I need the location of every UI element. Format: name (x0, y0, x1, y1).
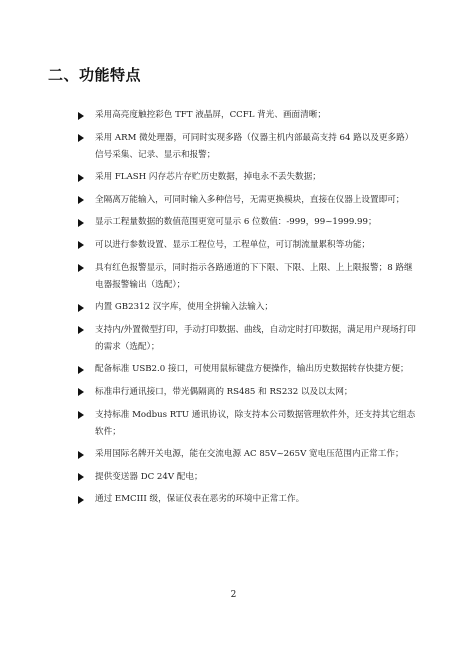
list-item-text: 支持标准 Modbus RTU 通讯协议，除支持本公司数据管理软件外，还支持其它组态软件； (95, 409, 416, 437)
triangle-bullet-icon (78, 473, 84, 481)
triangle-bullet-icon (78, 134, 84, 142)
list-item (78, 192, 418, 209)
list-item-text: 标准串行通讯接口，带光偶隔离的 RS485 和 RS232 以及以太网； (95, 386, 353, 397)
feature-list (78, 107, 418, 514)
list-item (78, 260, 418, 294)
list-item-text: 采用国际名牌开关电源，能在交流电源 AC 85V~265V 宽电压范围内正常工作； (95, 449, 404, 460)
page-number: 2 (230, 590, 237, 600)
list-item-text: 内置 GB2312 汉字库，使用全拼输入法输入； (95, 302, 274, 313)
list-item (78, 130, 418, 164)
triangle-bullet-icon (78, 174, 84, 182)
triangle-bullet-icon (78, 366, 84, 374)
triangle-bullet-icon (78, 451, 84, 459)
triangle-bullet-icon (78, 326, 84, 334)
triangle-bullet-icon (78, 112, 84, 120)
triangle-bullet-icon (78, 196, 84, 204)
list-item-text: 全隔离万能输入，可同时输入多种信号，无需更换模块，直接在仪器上设置即可； (95, 194, 405, 205)
list-item (78, 214, 418, 231)
list-item (78, 169, 418, 186)
list-item-text: 提供变送器 DC 24V 配电； (95, 471, 203, 482)
triangle-bullet-icon (78, 388, 84, 396)
list-item (78, 491, 418, 508)
list-item-text: 采用 ARM 微处理器，可同时实现多路（仪器主机内部最高支持 64 路以及更多路）信号采集、记录、显示和报警； (95, 132, 414, 160)
list-item (78, 322, 418, 356)
list-item-text: 支持内/外置微型打印，手动打印数据、曲线，自动定时打印数据，满足用户现场打印的需求（选配）； (95, 324, 416, 352)
list-item-text: 采用高亮度触控彩色 TFT 液晶屏，CCFL 背光、画面清晰； (95, 110, 326, 120)
section-title: 二、功能特点 (48, 66, 142, 84)
triangle-bullet-icon (78, 411, 84, 419)
list-item-text: 显示工程量数据的数值范围更宽可显示 6 位数值：-999，99~1999.99； (95, 217, 377, 228)
list-item (78, 407, 418, 441)
list-item (78, 299, 418, 316)
triangle-bullet-icon (78, 241, 84, 249)
list-item (78, 237, 418, 254)
triangle-bullet-icon (78, 304, 84, 312)
triangle-bullet-icon (78, 219, 84, 227)
list-item-text: 采用 FLASH 闪存芯片存贮历史数据，掉电永不丢失数据； (95, 172, 321, 183)
list-item (78, 384, 418, 401)
list-item (78, 446, 418, 463)
triangle-bullet-icon (78, 264, 84, 272)
list-item-text: 可以进行参数设置、显示工程位号，工程单位，可订制流量累积等功能； (95, 239, 371, 250)
list-item (78, 361, 418, 378)
triangle-bullet-icon (78, 496, 84, 504)
list-item-text: 具有红色报警显示，同时指示各路通道的下下限、下限、上限、上上限报警；8 路继电器报警输出（选配）； (95, 262, 413, 290)
list-item-text: 配备标准 USB2.0 接口，可使用鼠标键盘方便操作，输出历史数据转存快捷方便； (95, 364, 409, 375)
list-item (78, 469, 418, 486)
list-item (78, 107, 418, 124)
list-item-text: 通过 EMCIII 级，保证仪表在恶劣的环境中正常工作。 (95, 494, 305, 505)
